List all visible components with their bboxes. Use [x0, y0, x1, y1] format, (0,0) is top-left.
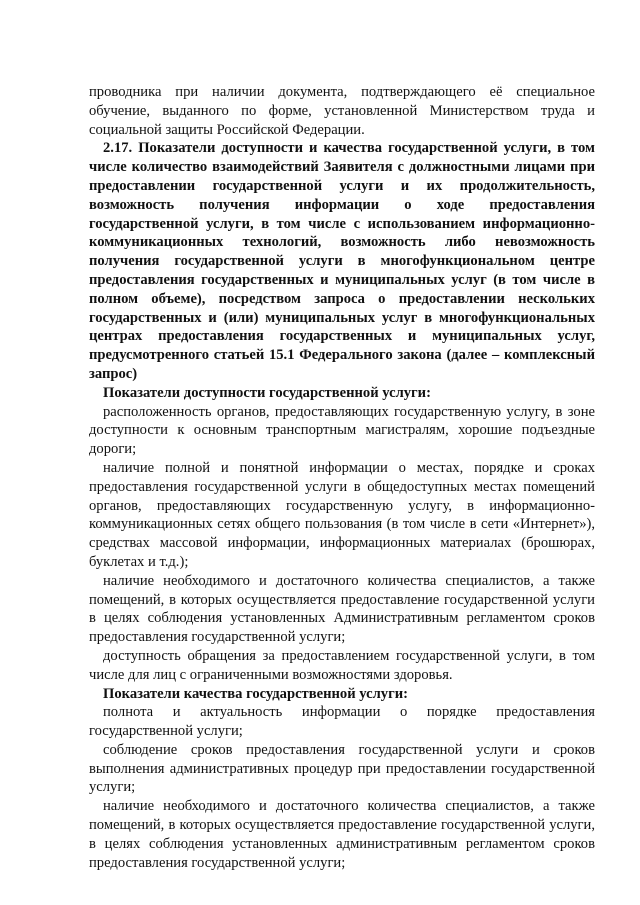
paragraph-specialists: наличие необходимого и достаточного количества специалистов, а также помещений, в которых осуществляется предоставление государственной услуги в целях соблюдения установленных Административным регламентом сроков предоставления государственной услуги;: [89, 572, 595, 646]
paragraph-completeness: полнота и актуальность информации о порядке предоставления государственной услуги;: [89, 704, 595, 740]
paragraph-specialists-quality: наличие необходимого и достаточного количества специалистов, а также помещений, в которых осуществляется предоставление государственной услуги, в целях соблюдения установленных административным регламентом сроков предоставления государственной услуги;: [89, 798, 595, 871]
section-2-17-heading: 2.17. Показатели доступности и качества государственной услуги, в том числе количество взаимодействий Заявителя с должностными лицами при предоставлении государственной услуги и их продолжительность, возможность получения информации о ходе предоставления государственной услуги, в том числе с использованием информационно-коммуникационных технологий, возможность либо невозможность получения государственной услуги в многофункциональном центре предоставления государственных и муниципальных услуг (в том числе в полном объеме), посредством запроса о предоставлении нескольких государственных и (или) муниципальных услуг в многофункциональных центрах предоставления государственных и муниципальных услуг, предусмотренного статьей 15.1 Федерального закона (далее – комплексный запрос): [89, 140, 595, 382]
document-body: [89, 83, 595, 872]
paragraph-availability-disabled: доступность обращения за предоставлением государственной услуги, в том числе для лиц с ограниченными возможностями здоровья.: [89, 647, 595, 683]
paragraph-information: наличие полной и понятной информации о местах, порядке и сроках предоставления государственной услуги в общедоступных местах помещений органов, предоставляющих государственную услугу, в информационно-коммуникационных сетях общего пользования (в том числе в сети «Интернет»), средствах массовой информации, информационных материалах (брошюрах, буклетах и т.д.);: [89, 459, 595, 570]
quality-indicators-heading: Показатели качества государственной услуги:: [103, 685, 408, 702]
paragraph-location: расположенность органов, предоставляющих государственную услугу, в зоне доступности к основным транспортным магистралям, хорошие подъездные дороги;: [89, 403, 595, 458]
accessibility-indicators-heading: Показатели доступности государственной услуги:: [103, 384, 431, 401]
paragraph-deadlines: соблюдение сроков предоставления государственной услуги и сроков выполнения административных процедур при предоставлении государственной услуги;: [89, 741, 595, 796]
paragraph-continuation: проводника при наличии документа, подтверждающего её специальное обучение, выданного по форме, установленной Министерством труда и социальной защиты Российской Федерации.: [89, 84, 595, 138]
